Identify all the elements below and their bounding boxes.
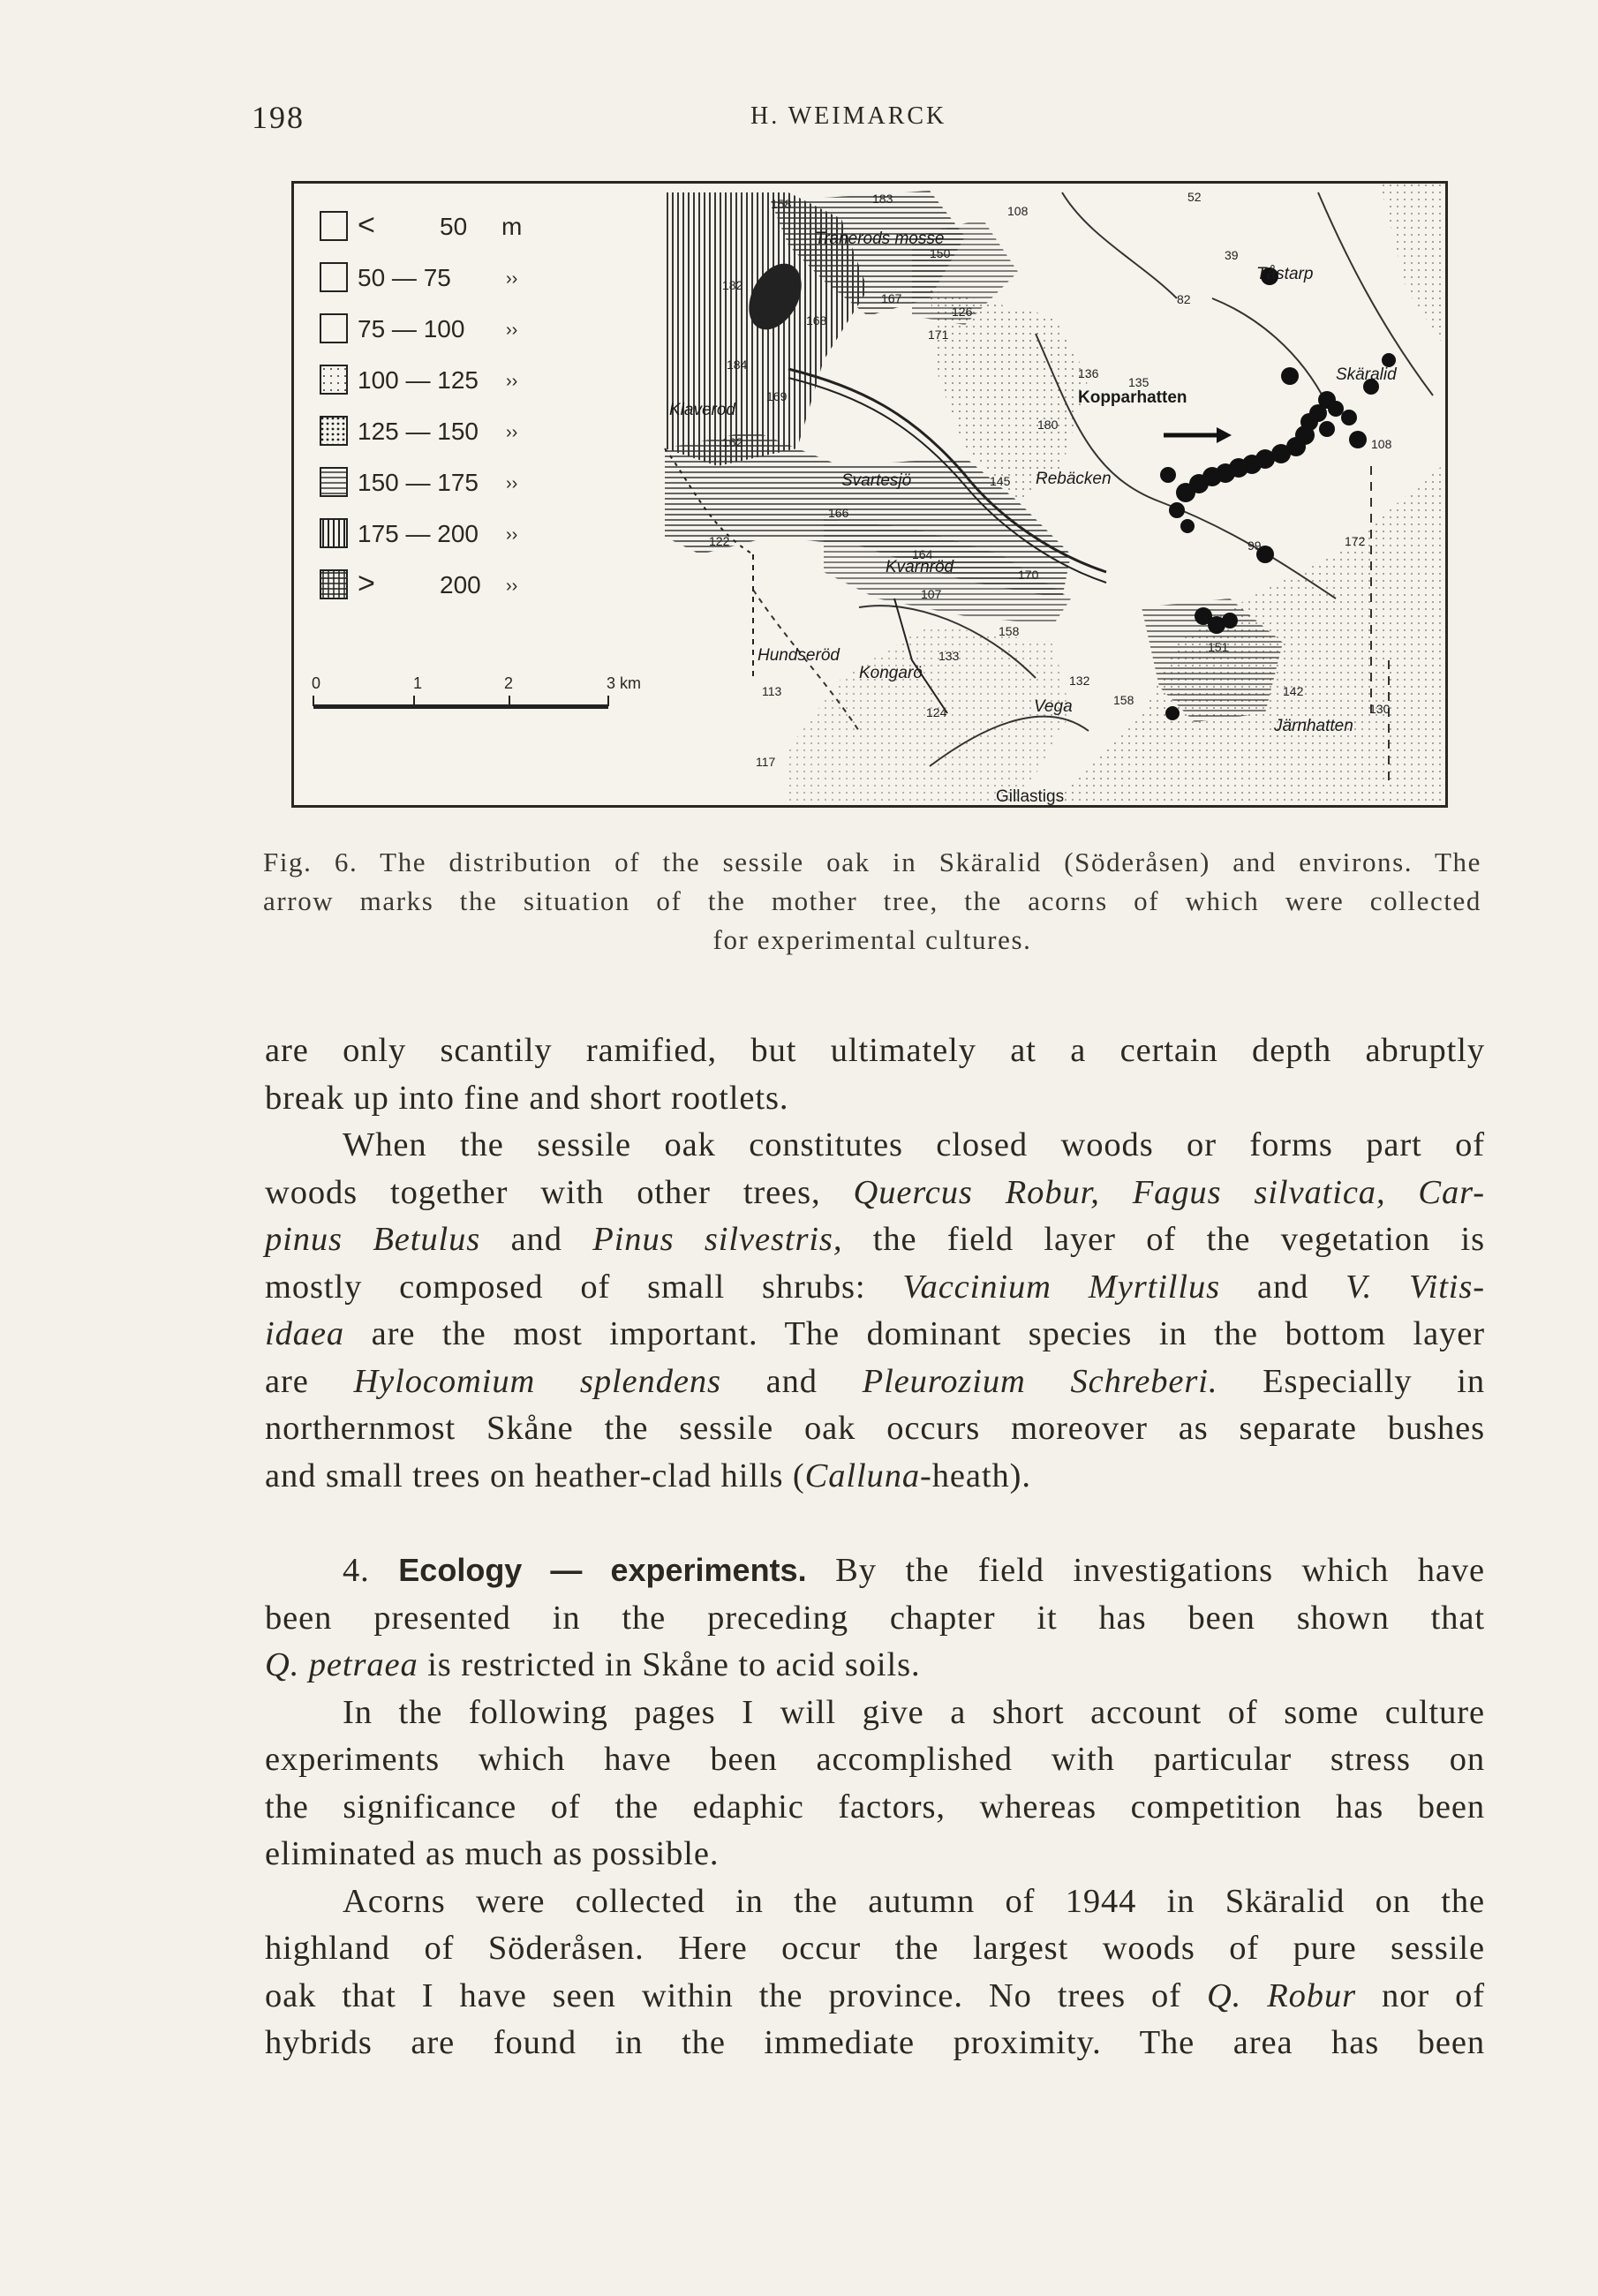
text-line: eliminated as much as possible. (265, 1835, 720, 1872)
svg-text:82: 82 (1177, 292, 1191, 306)
text-line: break up into fine and short rootlets. (265, 1079, 789, 1117)
place-label: Klaverod (669, 401, 735, 419)
text-line: oak that I have seen within the province. No trees of Q. Robur nor of (265, 1976, 1485, 2014)
place-label: Skäralid (1336, 365, 1397, 384)
legend-value-7: 200 (440, 571, 481, 598)
svg-text:126: 126 (952, 305, 973, 319)
legend-value-0: 50 (440, 213, 468, 240)
section-heading-line: 4. Ecology — experiments. By the field investigations which have (343, 1552, 1485, 1589)
legend-unit-1: ›› (506, 269, 518, 289)
svg-text:169: 169 (766, 389, 788, 403)
svg-text:108: 108 (1007, 204, 1029, 218)
section-title: Ecology — experiments. (398, 1552, 807, 1588)
legend-unit-5: ›› (506, 474, 518, 493)
scale-tick-2: 2 (504, 674, 514, 692)
running-head-author: H. WEIMARCK (750, 102, 947, 130)
figure-map (291, 181, 1448, 808)
svg-text:52: 52 (1187, 190, 1202, 204)
map-panel (665, 184, 1445, 805)
text-line: are Hylocomium splendens and Pleurozium Schreberi. Especially in (265, 1362, 1485, 1400)
place-label: Hundseröd (758, 646, 840, 665)
scale-tick-1: 1 (413, 674, 423, 692)
svg-text:158: 158 (771, 197, 792, 211)
svg-text:180: 180 (1037, 418, 1059, 432)
svg-text:107: 107 (921, 587, 942, 601)
legend-value-3: 100 — 125 (358, 366, 479, 394)
legend-value-5: 150 — 175 (358, 469, 479, 496)
svg-text:132: 132 (1069, 674, 1090, 688)
legend-symbol-7: > (358, 567, 375, 600)
svg-text:183: 183 (872, 192, 893, 206)
legend-unit-4: ›› (506, 423, 518, 442)
text-line: experiments which have been accomplished with particular stress on (265, 1741, 1485, 1778)
text-line: mostly composed of small shrubs: Vaccinium Myrtillus and V. Vitis- (265, 1268, 1485, 1306)
place-label: Vega (1034, 697, 1073, 716)
svg-text:184: 184 (727, 358, 748, 372)
svg-text:164: 164 (912, 547, 933, 561)
legend-value-4: 125 — 150 (358, 418, 479, 445)
legend-unit-6: ›› (506, 525, 518, 545)
legend-unit-3: ›› (506, 372, 518, 391)
text-line: are only scantily ramified, but ultimately at a certain depth abruptly (265, 1032, 1485, 1069)
text-line: In the following pages I will give a short account of some culture (343, 1693, 1485, 1731)
place-label: Svartesjö (841, 471, 912, 490)
svg-text:136: 136 (1078, 366, 1099, 380)
place-label: Tåstarp (1256, 265, 1314, 283)
svg-text:108: 108 (1371, 437, 1392, 451)
svg-text:158: 158 (999, 624, 1020, 638)
body-text (265, 1028, 1485, 2067)
svg-text:133: 133 (938, 649, 960, 663)
svg-text:124: 124 (926, 705, 947, 719)
svg-text:142: 142 (1283, 684, 1304, 698)
svg-text:151: 151 (1208, 640, 1229, 654)
svg-text:168: 168 (806, 313, 827, 327)
figure-caption (263, 843, 1481, 960)
place-label: Kopparhatten (1078, 388, 1187, 407)
place-label: Tranerods mosse (815, 230, 945, 248)
text-line: northernmost Skåne the sessile oak occurs moreover as separate bushes (265, 1410, 1485, 1447)
svg-text:122: 122 (709, 534, 730, 548)
svg-text:162: 162 (722, 435, 743, 449)
place-label: Gillastigs (996, 787, 1065, 805)
text-line: pinus Betulus and Pinus silvestris, the field layer of the vegetation is (265, 1221, 1486, 1258)
legend-symbol-0: < (358, 208, 375, 242)
svg-text:150: 150 (930, 246, 951, 260)
page-number: 198 (252, 100, 305, 135)
svg-text:99: 99 (1247, 538, 1262, 553)
map-scale-bar (312, 674, 641, 709)
svg-text:166: 166 (828, 506, 849, 520)
legend-unit-7: ›› (506, 576, 518, 596)
svg-text:145: 145 (990, 474, 1011, 488)
text-line: hybrids are found in the immediate proximity. The area has been (265, 2024, 1485, 2061)
legend-unit-2: ›› (506, 320, 518, 340)
text-line: and small trees on heather-clad hills (Calluna-heath). (265, 1457, 1031, 1494)
svg-text:117: 117 (756, 755, 776, 769)
caption-line: arrow marks the situation of the mother tree, the acorns of which were collected (263, 885, 1481, 916)
place-label: Järnhatten (1274, 717, 1353, 735)
place-label: Kvarnröd (886, 558, 954, 576)
legend-value-6: 175 — 200 (358, 520, 479, 547)
svg-text:158: 158 (1113, 693, 1134, 707)
distribution-map (294, 184, 1445, 805)
svg-text:130: 130 (1369, 702, 1391, 716)
svg-text:167: 167 (881, 291, 902, 305)
text-line: Q. petraea is restricted in Skåne to acid soils. (265, 1646, 921, 1683)
text-line: woods together with other trees, Quercus Robur, Fagus silvatica, Car- (265, 1173, 1485, 1211)
text-line: the significance of the edaphic factors, whereas competition has been (265, 1788, 1485, 1826)
section-number: 4. (343, 1552, 370, 1589)
place-label: Rebäcken (1036, 470, 1112, 488)
svg-text:182: 182 (722, 278, 743, 292)
scale-tick-0: 0 (312, 674, 321, 692)
text-line: Acorns were collected in the autumn of 1944 in Skäralid on the (343, 1882, 1485, 1920)
caption-line: Fig. 6. The distribution of the sessile oak in Skäralid (Söderåsen) and environs. The (263, 847, 1481, 877)
map-legend (320, 208, 522, 600)
text-line: highland of Söderåsen. Here occur the largest woods of pure sessile (265, 1930, 1485, 1967)
text-line: When the sessile oak constitutes closed woods or forms part of (343, 1126, 1485, 1163)
legend-value-1: 50 — 75 (358, 264, 451, 291)
text-line: been presented in the preceding chapter it has been shown that (265, 1599, 1485, 1637)
svg-text:171: 171 (928, 327, 949, 342)
caption-line: for experimental cultures. (712, 924, 1032, 955)
svg-text:170: 170 (1018, 568, 1039, 582)
svg-text:172: 172 (1345, 534, 1366, 548)
scale-tick-3: 3 km (607, 674, 642, 692)
place-label: Kongarö (859, 664, 923, 682)
legend-value-2: 75 — 100 (358, 315, 465, 343)
text-line: idaea are the most important. The dominant species in the bottom layer (265, 1315, 1485, 1352)
legend-unit-0: m (501, 213, 523, 240)
svg-text:135: 135 (1128, 375, 1150, 389)
svg-text:113: 113 (762, 684, 782, 698)
svg-text:39: 39 (1225, 248, 1239, 262)
